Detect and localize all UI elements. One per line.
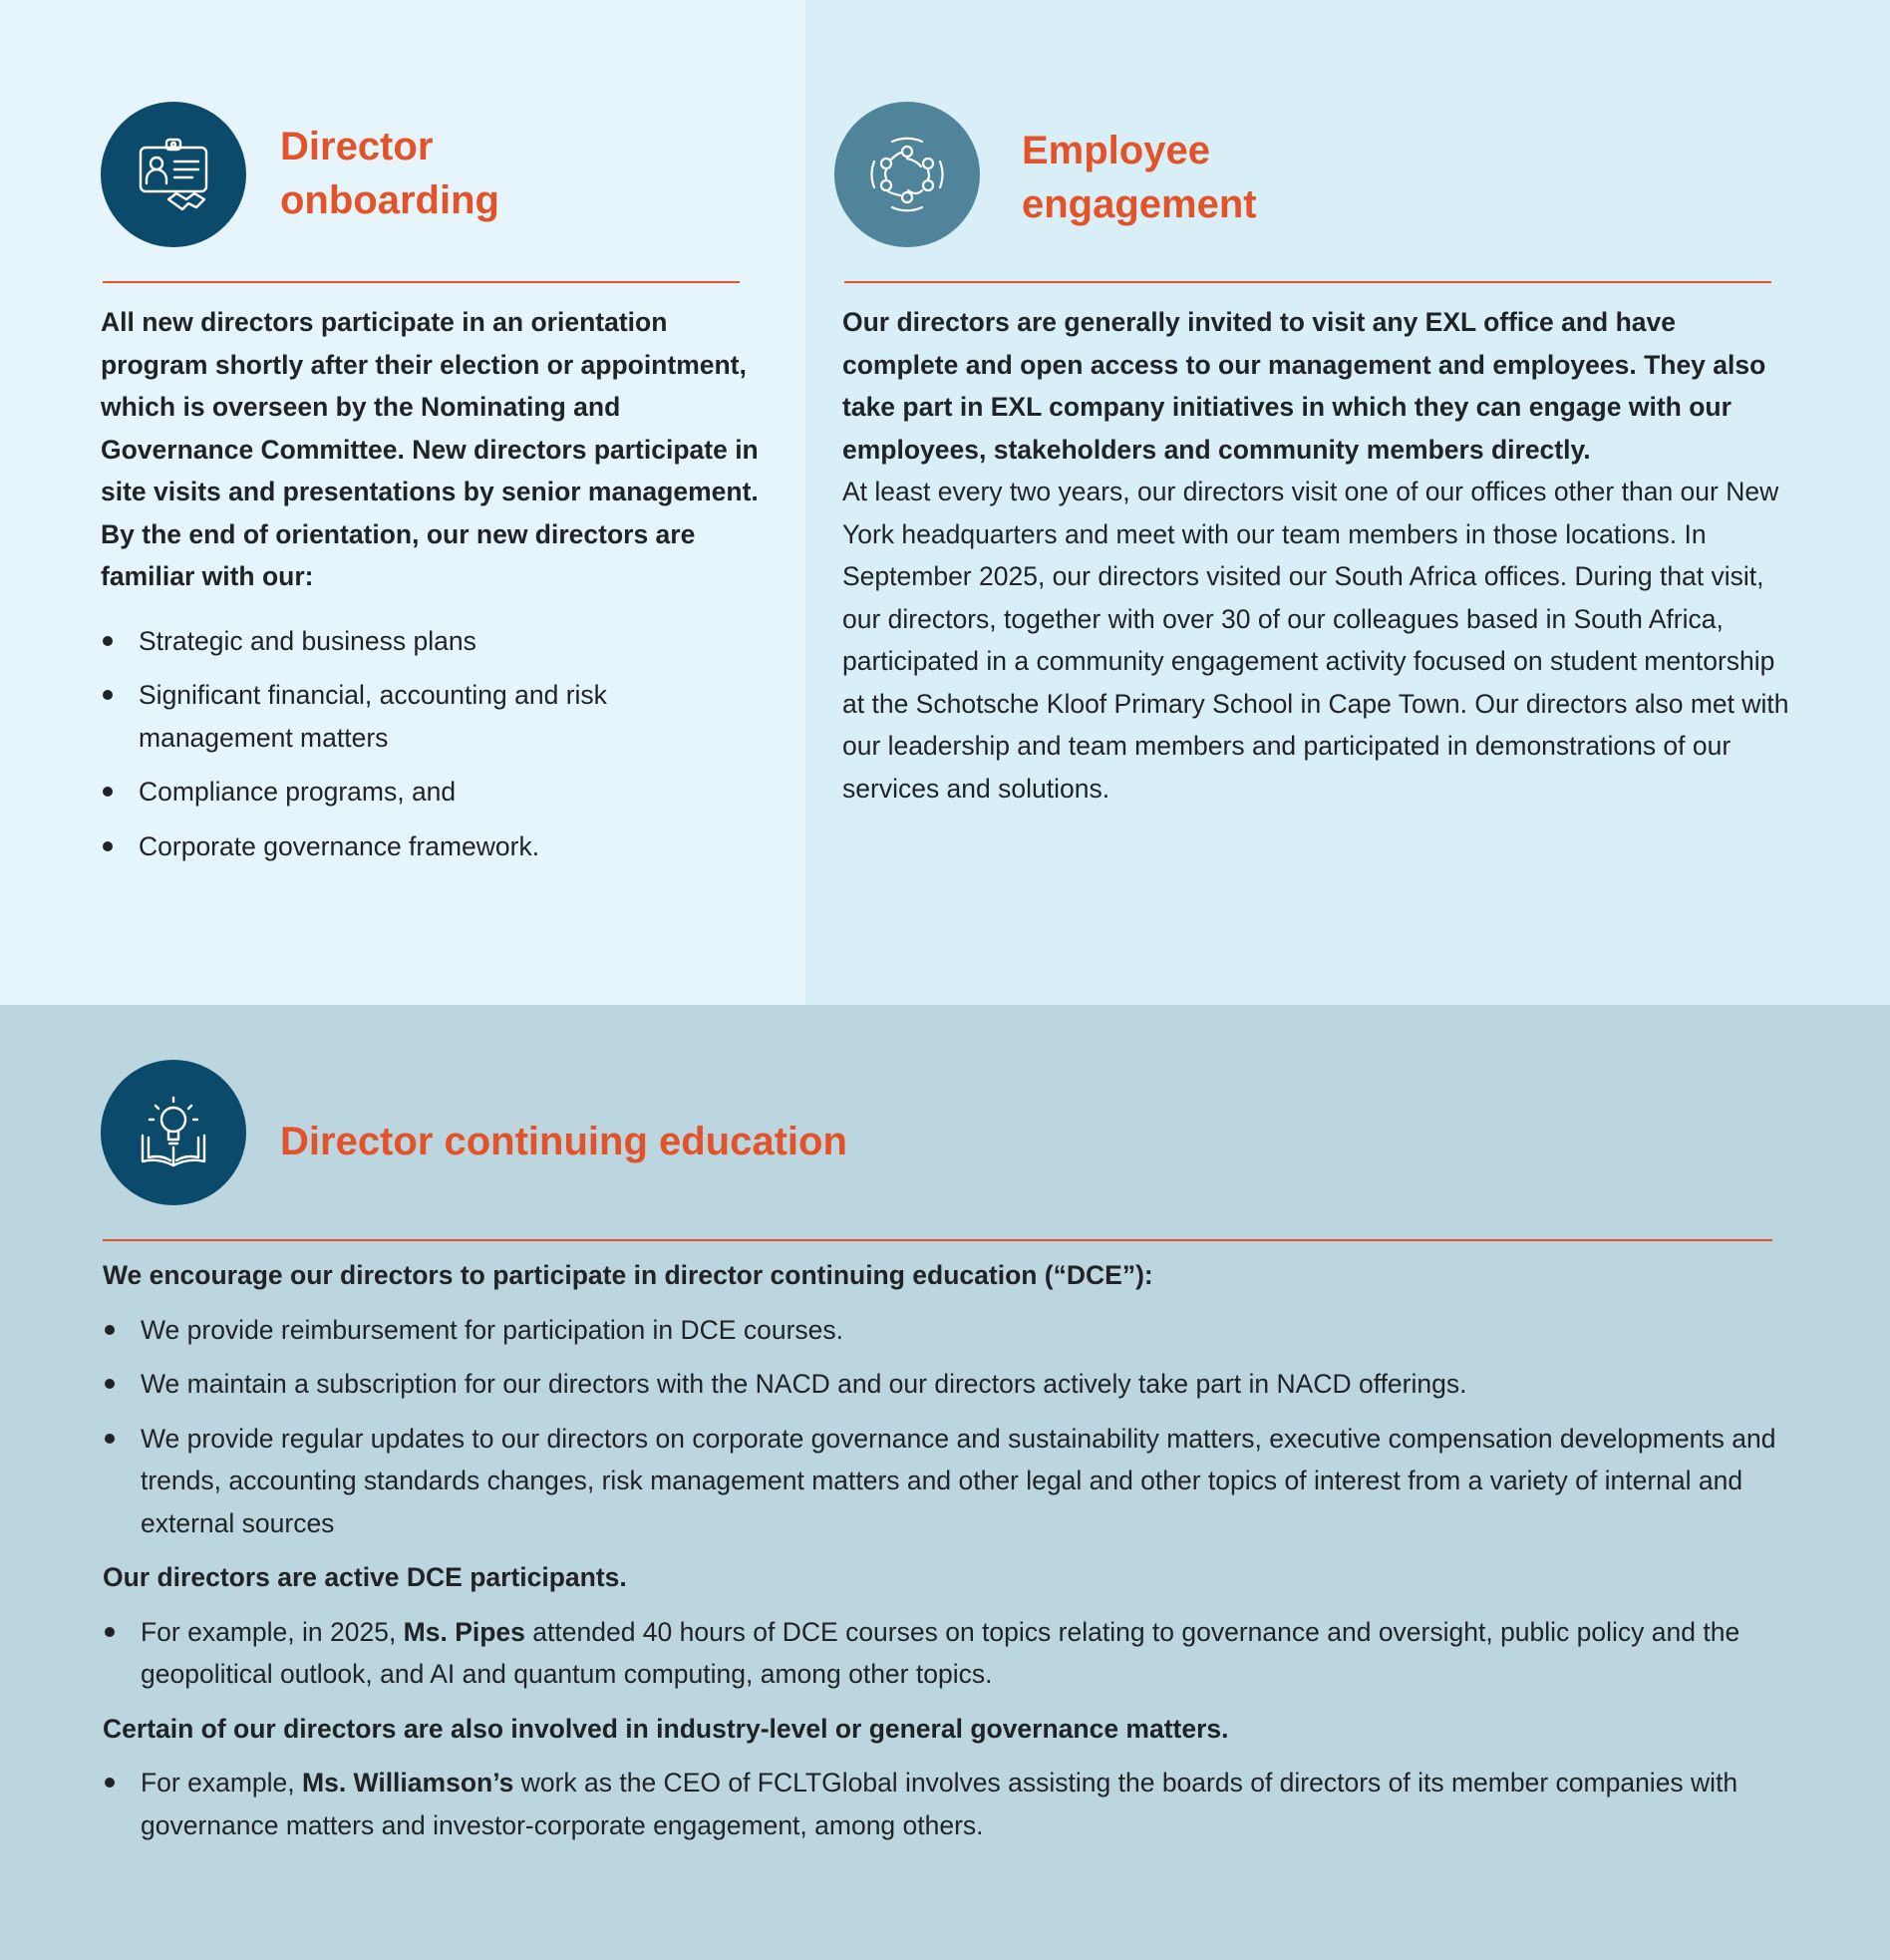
industry-heading: Certain of our directors are also involved in industry-level or general governance matters. (103, 1713, 1229, 1744)
onboarding-list (101, 620, 759, 868)
education-heading: Director continuing education (280, 1120, 847, 1163)
list-item: Compliance programs, and (101, 771, 759, 814)
engagement-content (842, 301, 1789, 810)
onboarding-intro: All new directors participate in an orientation program shortly after their election or appointment, which is overseen by the Nominating and Governance Committee. New directors participate in site visits and presentations by senior management. By the end of orientation, our new directors are familiar with our: (101, 307, 759, 591)
engagement-body: At least every two years, our directors visit one of our offices other than our New York headquarters and meet with our team members in those locations. In September 2025, our directors visited our South Africa offices. During that visit, our directors, together with over 30 of our colleagues based in South Africa, participated in a community engagement activity focused on student mentorship at the Schotsche Kloof Primary School in Cape Town. Our directors also met with our leadership and team members and participated in demonstrations of our services and solutions. (842, 477, 1789, 804)
list-item (103, 1762, 1797, 1846)
pipes-name: Ms. Pipes (403, 1616, 525, 1647)
education-list (103, 1309, 1797, 1545)
pipes-list (103, 1611, 1797, 1696)
education-divider (103, 1239, 1772, 1241)
list-item: Corporate governance framework. (101, 825, 759, 868)
engagement-divider (844, 281, 1771, 283)
id-card-handshake-icon (101, 102, 246, 247)
list-item: We maintain a subscription for our directors with the NACD and our directors actively take part in NACD offerings. (103, 1363, 1797, 1406)
engagement-heading-line2: engagement (1022, 182, 1257, 226)
list-item: Strategic and business plans (101, 620, 759, 663)
onboarding-heading-line1: Director (280, 125, 434, 168)
engagement-lead: Our directors are generally invited to visit any EXL office and have complete and open access to our management and employees. They also take part in EXL company initiatives in which they can engage with our employees, stakeholders and community members directly. (842, 307, 1766, 465)
employee-engagement-panel (805, 0, 1890, 1005)
active-participants-heading: Our directors are active DCE participants. (103, 1562, 627, 1592)
pipes-suffix: attended 40 hours of DCE courses on topics relating to governance and oversight, public policy and the geopolitical outlook, and AI and quantum computing, among other topics. (141, 1616, 1740, 1689)
education-intro: We encourage our directors to participate in director continuing education (“DCE”): (103, 1260, 1153, 1290)
onboarding-content (101, 301, 759, 879)
onboarding-heading (280, 120, 499, 227)
list-item: We provide regular updates to our directors on corporate governance and sustainability matters, executive compensation developments and trends, accounting standards changes, risk management matters and other legal and other topics of interest from a variety of internal and external sources (103, 1418, 1797, 1545)
continuing-education-panel (0, 1005, 1890, 1960)
list-item: We provide reimbursement for participation in DCE courses. (103, 1309, 1797, 1352)
pipes-prefix: For example, in 2025, (141, 1616, 404, 1647)
list-item: Significant financial, accounting and risk management matters (101, 674, 759, 759)
williamson-prefix: For example, (141, 1768, 303, 1797)
list-item (103, 1611, 1797, 1696)
williamson-suffix: work as the CEO of FCLTGlobal involves assisting the boards of directors of its member companies with governance matters and investor-corporate engagement, among others. (141, 1768, 1738, 1840)
engagement-heading-line1: Employee (1022, 129, 1210, 172)
williamson-name: Ms. Williamson’s (302, 1768, 514, 1797)
education-content (103, 1254, 1797, 1858)
onboarding-heading-line2: onboarding (280, 178, 499, 222)
engagement-heading (1022, 124, 1257, 231)
people-circle-icon (834, 102, 980, 247)
onboarding-divider (103, 281, 740, 283)
williamson-list (103, 1762, 1797, 1846)
lightbulb-book-icon (101, 1060, 246, 1205)
director-onboarding-panel (0, 0, 805, 1005)
